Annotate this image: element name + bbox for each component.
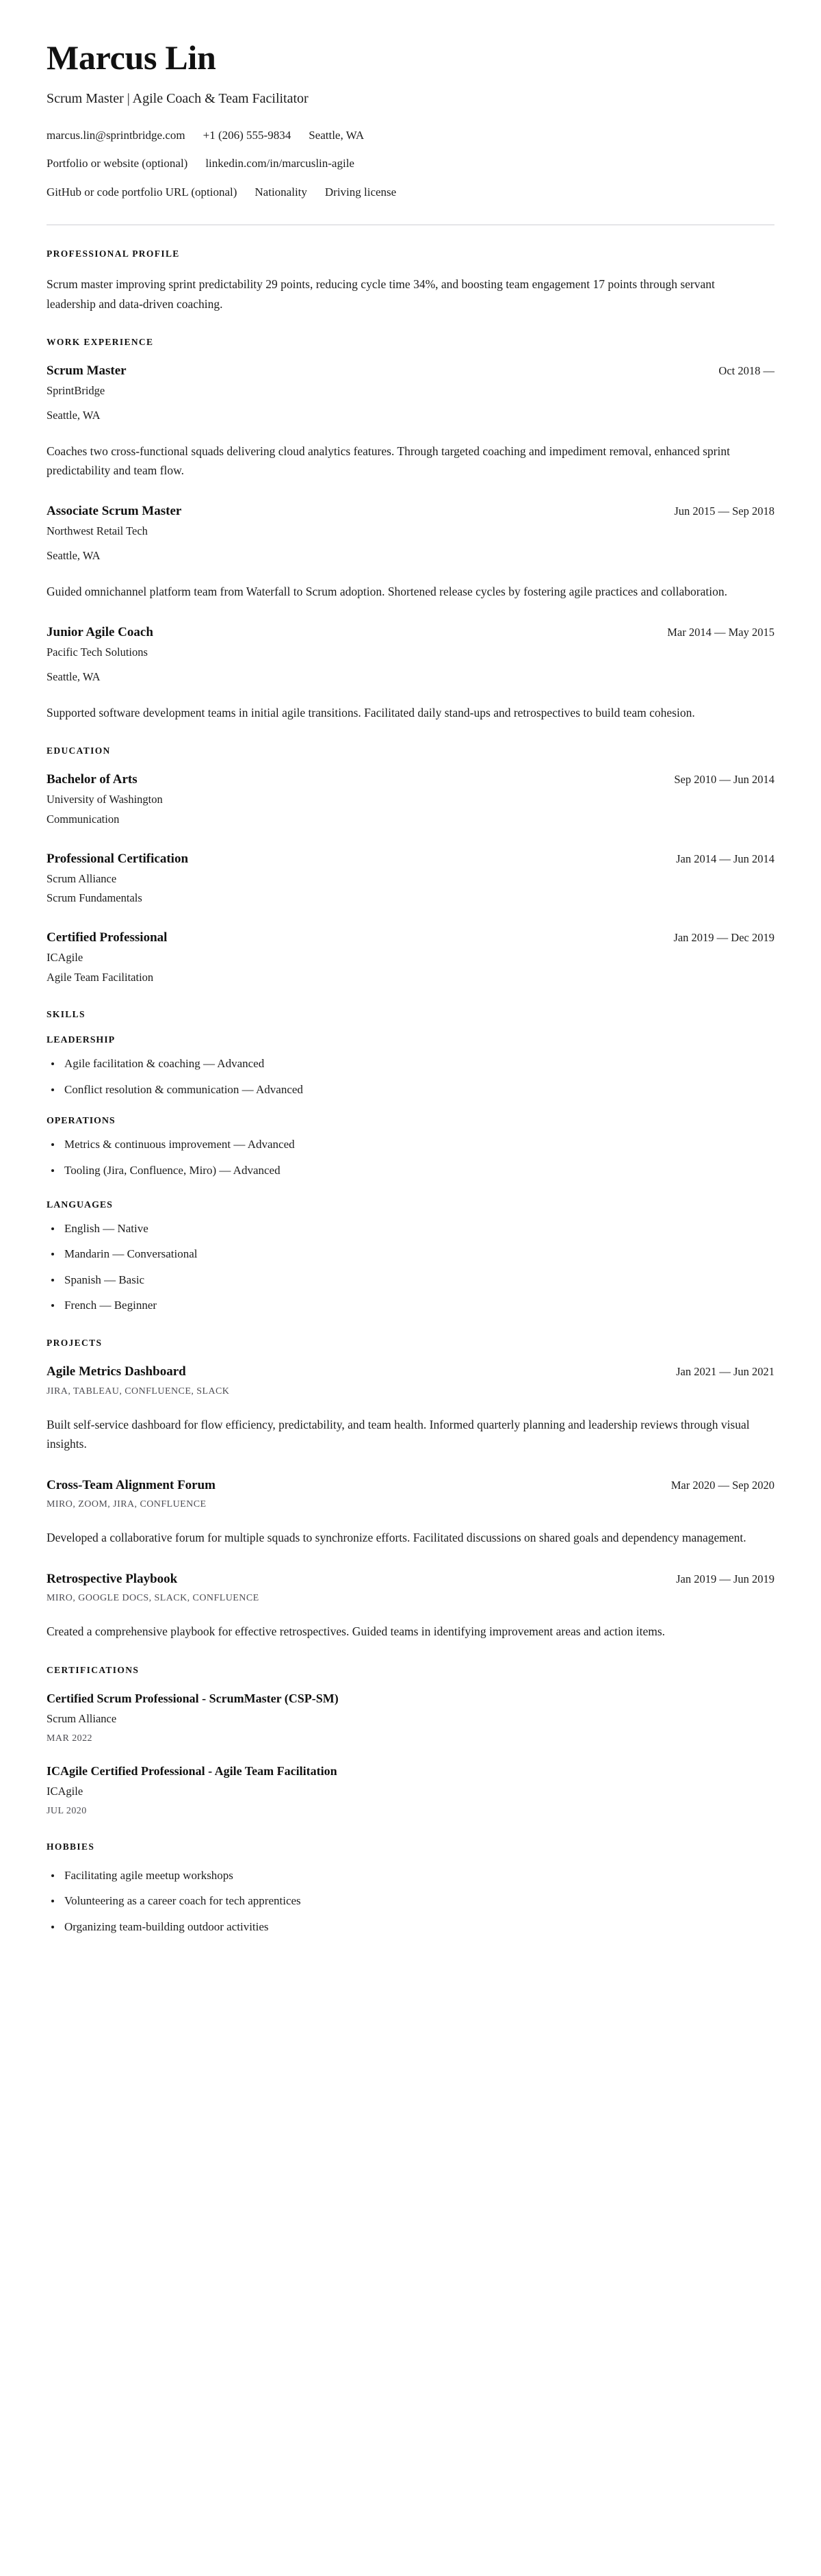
contact-row-links — [47, 156, 774, 172]
work-entry — [47, 624, 774, 722]
project-entry-name: Agile Metrics Dashboard — [47, 1364, 186, 1379]
education-entry-degree: Certified Professional — [47, 930, 168, 945]
work-entry-description: Supported software development teams in initial agile transitions. Facilitated daily stand-ups and retrospectives to build team cohesion. — [47, 705, 695, 719]
work-entry-head — [47, 503, 774, 520]
section-projects — [47, 1338, 774, 1642]
contact-email[interactable]: marcus.lin@sprintbridge.com — [47, 128, 185, 142]
project-entry-stack: JIRA, TABLEAU, CONFLUENCE, SLACK — [47, 1386, 230, 1397]
education-entry-degree: Professional Certification — [47, 851, 189, 866]
skill-item: Metrics & continuous improvement — Advanced — [47, 1136, 774, 1153]
contact-row-optional — [47, 185, 774, 201]
contact-github-placeholder[interactable]: GitHub or code portfolio URL (optional) — [47, 186, 237, 199]
work-entry-description: Guided omnichannel platform team from Waterfall to Scrum adoption. Shortened release cycles by fostering agile practices and collaboration. — [47, 584, 727, 598]
work-entry-date: Jun 2015 — Sep 2018 — [674, 505, 774, 518]
education-entry-field: Scrum Fundamentals — [47, 891, 142, 905]
project-entry-description: Developed a collaborative forum for multiple squads to synchronize efforts. Facilitated discussions on shared goals and dependency management. — [47, 1531, 746, 1545]
project-entry-date: Jan 2019 — Jun 2019 — [676, 1572, 774, 1585]
project-entry-date: Mar 2020 — Sep 2020 — [670, 1478, 774, 1492]
certification-issuer: Scrum Alliance — [47, 1712, 117, 1726]
section-title-hobbies: HOBBIES — [47, 1841, 95, 1852]
language-item: Mandarin — Conversational — [47, 1246, 774, 1263]
contact-driving-license-placeholder[interactable]: Driving license — [324, 186, 397, 199]
project-entry-description: Built self-service dashboard for flow efficiency, predictability, and team health. Informed quarterly planning and leadership reviews through visual insights. — [47, 1417, 750, 1451]
section-title-professional-profile: PROFESSIONAL PROFILE — [47, 248, 180, 259]
education-entry-institution: Scrum Alliance — [47, 871, 117, 885]
certification-issuer: ICAgile — [47, 1785, 83, 1798]
certification-date: JUL 2020 — [47, 1806, 87, 1817]
work-entry-location: Seattle, WA — [47, 408, 101, 422]
section-education — [47, 745, 774, 986]
resume-header — [47, 40, 774, 225]
education-entry-degree: Bachelor of Arts — [47, 772, 138, 787]
hobbies-list — [47, 1867, 774, 1936]
language-item: French — Beginner — [47, 1297, 774, 1314]
project-entry — [47, 1477, 774, 1548]
skill-item: Conflict resolution & communication — Advanced — [47, 1082, 774, 1099]
skill-group-title: OPERATIONS — [47, 1116, 116, 1127]
work-entry-location: Seattle, WA — [47, 669, 101, 683]
work-entry-head — [47, 363, 774, 379]
education-entry-head — [47, 851, 774, 867]
work-entry — [47, 363, 774, 480]
hobby-item: Facilitating agile meetup workshops — [47, 1867, 774, 1885]
certification-entry — [47, 1763, 774, 1818]
education-entry-head — [47, 930, 774, 946]
language-list — [47, 1221, 774, 1315]
education-entry — [47, 930, 774, 986]
section-skills — [47, 1009, 774, 1314]
skill-list — [47, 1056, 774, 1098]
skill-group-languages — [47, 1200, 774, 1315]
skill-item: Tooling (Jira, Confluence, Miro) — Advanced — [47, 1162, 774, 1179]
skill-group-title: LEADERSHIP — [47, 1034, 116, 1045]
education-entry-field: Agile Team Facilitation — [47, 971, 154, 984]
profile-summary-text: Scrum master improving sprint predictability 29 points, reducing cycle time 34%, and boosting team engagement 17 points through servant leadership and data-driven coaching. — [47, 277, 715, 311]
project-entry-head — [47, 1571, 774, 1587]
section-certifications — [47, 1665, 774, 1818]
work-entry-date: Oct 2018 — — [718, 364, 774, 377]
work-entry-role: Junior Agile Coach — [47, 625, 153, 640]
section-professional-profile — [47, 248, 774, 314]
project-entry — [47, 1364, 774, 1453]
work-entry-description: Coaches two cross-functional squads delivering cloud analytics features. Through targeted coaching and impediment removal, enhanced sprint predictability and team flow. — [47, 444, 730, 477]
skill-group-operations — [47, 1116, 774, 1179]
project-entry-name: Cross-Team Alignment Forum — [47, 1477, 216, 1492]
section-title-education: EDUCATION — [47, 745, 111, 756]
skill-item: Agile facilitation & coaching — Advanced — [47, 1056, 774, 1073]
contact-portfolio-placeholder[interactable]: Portfolio or website (optional) — [47, 157, 188, 170]
section-work-experience — [47, 337, 774, 722]
education-entry — [47, 771, 774, 828]
education-entry — [47, 851, 774, 907]
candidate-name: Marcus Lin — [47, 38, 216, 77]
work-entry — [47, 503, 774, 601]
work-entry-head — [47, 624, 774, 641]
hobby-item: Volunteering as a career coach for tech apprentices — [47, 1893, 774, 1910]
hobby-item: Organizing team-building outdoor activities — [47, 1919, 774, 1936]
candidate-headline: Scrum Master | Agile Coach & Team Facilitator — [47, 90, 309, 106]
education-entry-date: Jan 2019 — Dec 2019 — [673, 931, 774, 945]
project-entry-name: Retrospective Playbook — [47, 1571, 178, 1586]
work-entry-company: Northwest Retail Tech — [47, 524, 148, 538]
education-entry-date: Sep 2010 — Jun 2014 — [674, 773, 774, 787]
section-title-certifications: CERTIFICATIONS — [47, 1664, 140, 1675]
education-entry-institution: University of Washington — [47, 792, 163, 806]
education-entry-institution: ICAgile — [47, 951, 83, 965]
project-entry-description: Created a comprehensive playbook for effective retrospectives. Guided teams in identifying improvement areas and action items. — [47, 1624, 666, 1639]
contact-row-primary — [47, 128, 774, 144]
section-title-projects: PROJECTS — [47, 1338, 103, 1349]
language-item: Spanish — Basic — [47, 1272, 774, 1289]
contact-nationality-placeholder[interactable]: Nationality — [255, 186, 307, 199]
contact-linkedin[interactable]: linkedin.com/in/marcuslin-agile — [205, 157, 354, 170]
project-entry-stack: MIRO, GOOGLE DOCS, SLACK, CONFLUENCE — [47, 1593, 259, 1604]
education-entry-head — [47, 771, 774, 788]
project-entry — [47, 1571, 774, 1642]
section-hobbies — [47, 1841, 774, 1936]
work-entry-company: Pacific Tech Solutions — [47, 645, 148, 659]
skill-list — [47, 1136, 774, 1179]
contact-phone[interactable]: +1 (206) 555-9834 — [203, 128, 291, 142]
work-entry-date: Mar 2014 — May 2015 — [667, 626, 774, 639]
skill-group-title: LANGUAGES — [47, 1199, 113, 1210]
certification-name: ICAgile Certified Professional - Agile Team Facilitation — [47, 1763, 337, 1778]
education-entry-field: Communication — [47, 812, 120, 826]
section-title-skills: SKILLS — [47, 1008, 86, 1019]
education-entry-date: Jan 2014 — Jun 2014 — [676, 852, 774, 865]
project-entry-head — [47, 1364, 774, 1380]
work-entry-role: Scrum Master — [47, 364, 127, 378]
section-title-work-experience: WORK EXPERIENCE — [47, 337, 154, 347]
work-entry-company: SprintBridge — [47, 383, 105, 397]
certification-name: Certified Scrum Professional - ScrumMaster (CSP-SM) — [47, 1691, 339, 1705]
work-entry-role: Associate Scrum Master — [47, 504, 182, 519]
work-entry-location: Seattle, WA — [47, 548, 101, 562]
project-entry-date: Jan 2021 — Jun 2021 — [676, 1365, 774, 1379]
project-entry-head — [47, 1477, 774, 1494]
skill-group-leadership — [47, 1035, 774, 1098]
certification-date: MAR 2022 — [47, 1733, 92, 1744]
certification-entry — [47, 1691, 774, 1746]
language-item: English — Native — [47, 1221, 774, 1238]
contact-location: Seattle, WA — [309, 128, 365, 142]
project-entry-stack: MIRO, ZOOM, JIRA, CONFLUENCE — [47, 1499, 207, 1510]
